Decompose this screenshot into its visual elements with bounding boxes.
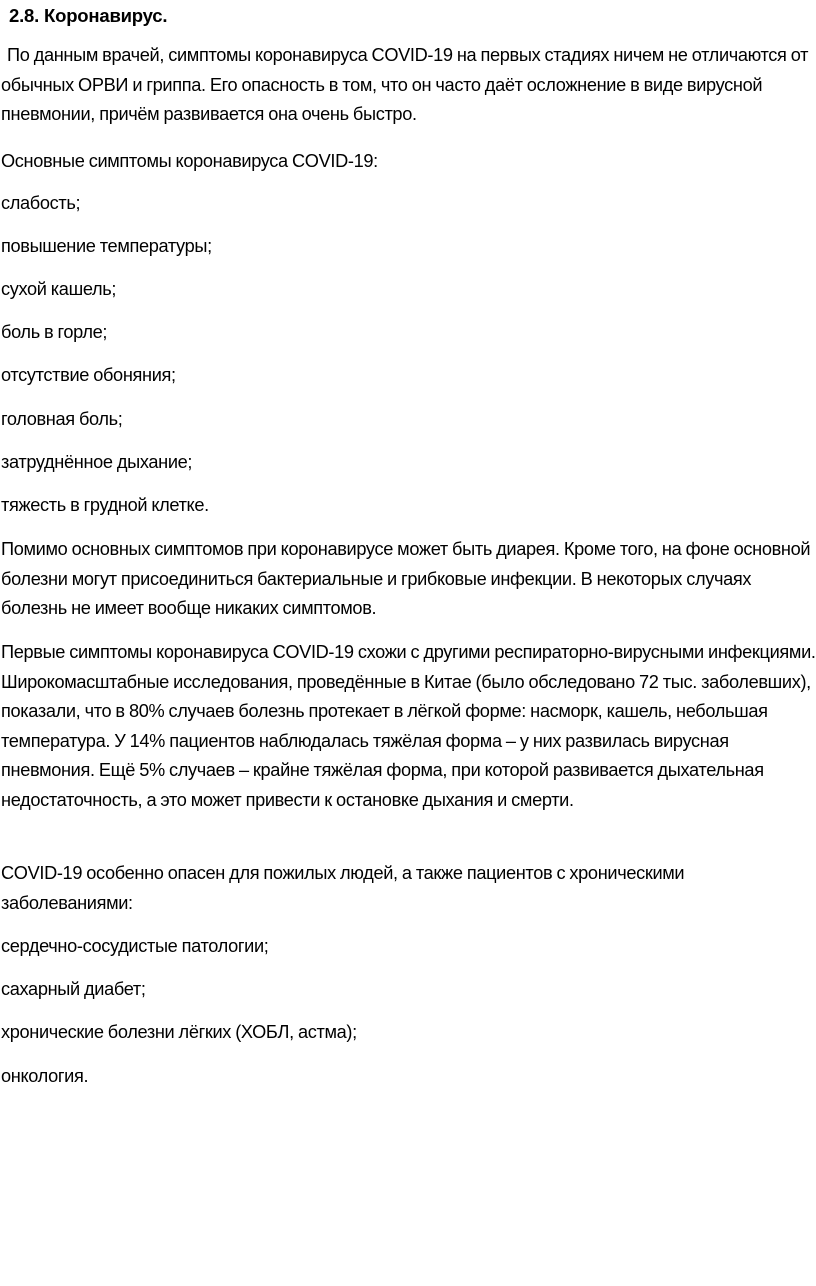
symptom-item: сухой кашель;: [1, 279, 117, 299]
disease-item: онкология.: [1, 1066, 89, 1086]
symptom-item: повышение температуры;: [1, 236, 212, 256]
symptom-item: боль в горле;: [1, 322, 108, 342]
risk-groups-paragraph: COVID-19 особенно опасен для пожилых людей, а также пациентов с хроническими заболеваниями:: [1, 863, 685, 913]
symptom-item: отсутствие обоняния;: [1, 365, 176, 385]
symptom-item: тяжесть в грудной клетке.: [1, 495, 209, 515]
symptom-item: слабость;: [1, 193, 81, 213]
disease-item: хронические болезни лёгких (ХОБЛ, астма);: [1, 1022, 357, 1042]
symptom-item: головная боль;: [1, 409, 123, 429]
disease-item: сердечно-сосудистые патологии;: [1, 936, 269, 956]
section-title: 2.8. Коронавирус.: [9, 5, 168, 26]
extra-symptoms-paragraph: Помимо основных симптомов при коронавирусе может быть диарея. Кроме того, на фоне основной болезни могут присоединиться бактериальные и грибковые инфекции. В некоторых случаях болезнь не имеет вообще никаких симптомов.: [1, 539, 811, 619]
intro-paragraph: По данным врачей, симптомы коронавируса COVID-19 на первых стадиях ничем не отличаются от обычных ОРВИ и гриппа. Его опасность в том, что он часто даёт осложнение в виде вирусной пневмонии, причём развивается она очень быстро.: [1, 45, 809, 125]
disease-item: сахарный диабет;: [1, 979, 146, 999]
symptom-item: затруднённое дыхание;: [1, 452, 193, 472]
first-symptoms-paragraph: Первые симптомы коронавируса COVID-19 схожи с другими респираторно-вирусными инфекциями. Широкомасштабные исследования, проведённые в Китае (было обследовано 72 тыс. заболевших), показали, что в 80% случаев болезнь протекает в лёгкой форме: насморк, кашель, небольшая температура. У 14% пациентов наблюдалась тяжёлая форма – у них развилась вирусная пневмония. Ещё 5% случаев – крайне тяжёлая форма, при которой развивается дыхательная недостаточность, а это может привести к остановке дыхания и смерти.: [1, 642, 816, 810]
symptoms-heading: Основные симптомы коронавируса COVID-19:: [1, 151, 378, 171]
